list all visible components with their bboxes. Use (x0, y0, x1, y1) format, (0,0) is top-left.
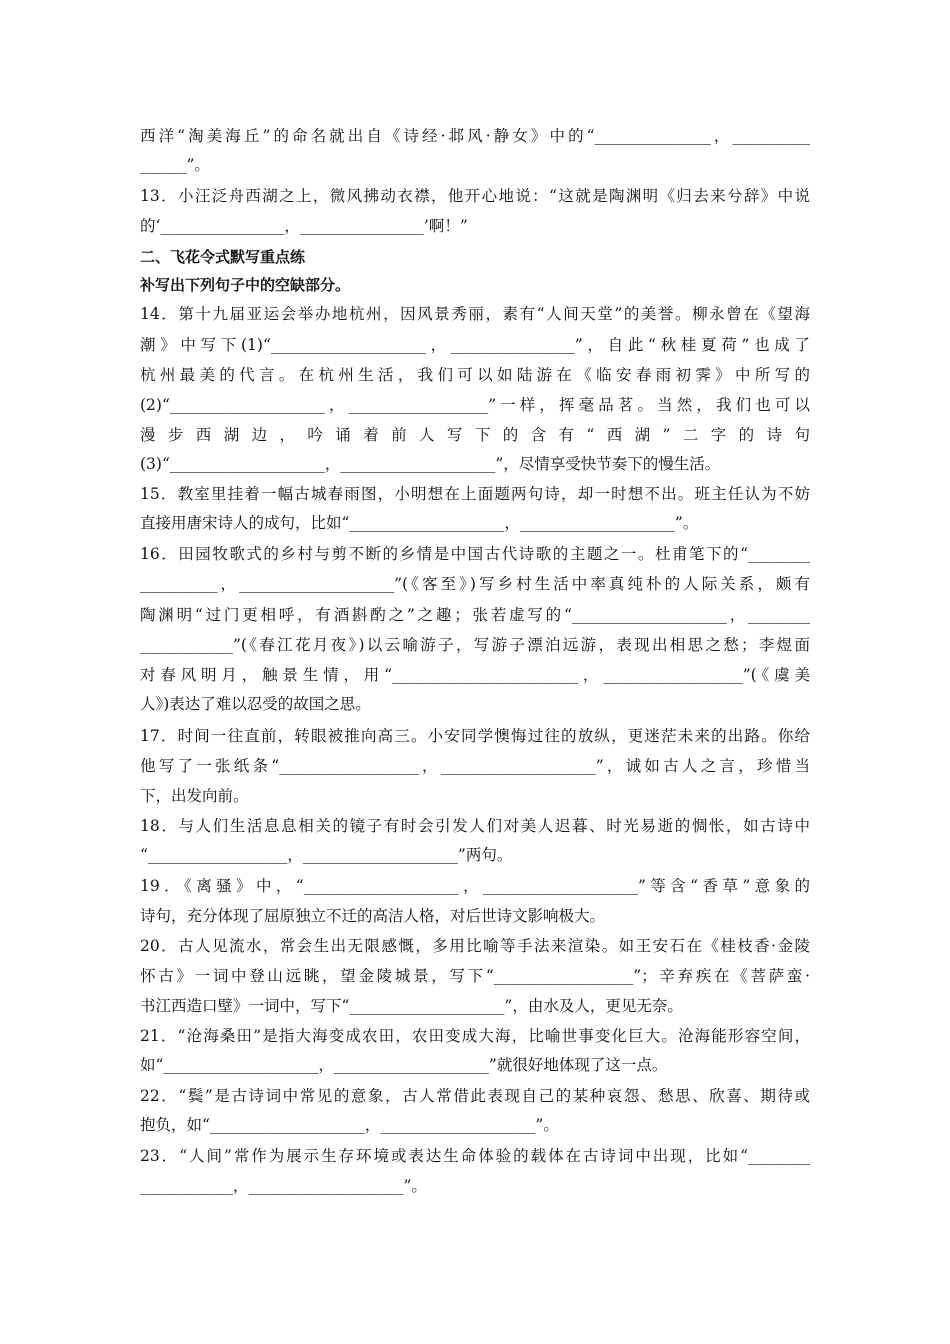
section-instruction: 补写出下列句子中的空缺部分。 (140, 276, 351, 294)
question-20: 20．古人见流水，常会生出无限感慨，多用比喻等手法来渲染。如王安石在《桂枝香·金陵 (140, 937, 810, 955)
question-21: 21．“沧海桑田”是指大海变成农田，农田变成大海，比喻世事变化巨大。沧海能形容空间， (140, 1027, 810, 1045)
text-line: ______”。 (140, 156, 210, 174)
text-line: 怀古》一词中登山远眺，望金陵城景，写下“__________________”；辛弃疾在《菩萨蛮· (140, 967, 810, 985)
text-line: 人》)表达了难以忍受的故国之思。 (140, 695, 371, 713)
text-line: 他写了一张纸条“__________________，____________________”，诚如古人之言，珍惜当 (140, 757, 810, 775)
question-13: 13．小汪泛舟西湖之上，微风拂动衣襟，他开心地说：“这就是陶渊明《归去来兮辞》中说 (140, 187, 810, 205)
text-line: 的‘________________，________________’啊！” (140, 217, 468, 235)
text-line: 抱负，如“____________________，____________________”。 (140, 1116, 559, 1134)
text-line: 陶渊明“过门更相呼，有酒斟酌之”之趣；张若虚写的“____________________，________ (140, 606, 810, 624)
text-line: “__________________，____________________”两句。 (140, 846, 513, 864)
section-heading: 二、飞花令式默写重点练 (140, 248, 306, 266)
text-line: 西洋“淘美海丘”的命名就出自《诗经·邶风·静女》中的“_______________，__________ (140, 127, 810, 145)
question-17: 17．时间一往直前，转眼被推向高三。小安同学懊悔过往的放纵，更迷茫未来的出路。你给 (140, 727, 810, 745)
text-line: 如“____________________，____________________”就很好地体现了这一点。 (140, 1056, 668, 1074)
question-14: 14．第十九届亚运会举办地杭州，因风景秀丽，素有“人间天堂”的美誉。柳永曾在《望海 (140, 305, 810, 323)
question-22: 22．“鬓”是古诗词中常见的意象，古人常借此表现自己的某种哀怨、愁思、欣喜、期待或 (140, 1087, 810, 1105)
text-line: 下，出发向前。 (140, 787, 249, 805)
text-line: 对春风明月，触景生情，用“________________________，__________________”(《虞美 (140, 666, 810, 684)
text-line: ____________，____________________”。 (140, 1177, 427, 1195)
text-line: (2)“____________________，__________________”一样，挥毫品茗。当然，我们也可以 (140, 396, 810, 414)
text-line: 潮》中写下(1)“____________________，________________”，自此“秋桂夏荷”也成了 (140, 336, 810, 354)
text-line: 书江西造口壁》一词中，写下“____________________”，由水及人，更见无奈。 (140, 997, 683, 1015)
text-line: 直接用唐宋诗人的成句，比如“____________________，____________________”。 (140, 514, 699, 532)
text-line: 杭州最美的代言。在杭州生活，我们可以如陆游在《临安春雨初霁》中所写的 (140, 366, 810, 384)
text-line: 诗句，充分体现了屈原独立不迁的高洁人格，对后世诗文影响极大。 (140, 907, 606, 925)
question-23: 23．“人间”常作为展示生存环境或表达生命体验的载体在古诗词中出现，比如“________ (140, 1147, 810, 1165)
text-line: (3)“____________________，____________________”，尽情享受快节奏下的慢生活。 (140, 455, 721, 473)
question-19: 19．《离骚》中，“____________________，____________________”等含“香草”意象的 (140, 877, 810, 895)
question-15: 15．教室里挂着一幅古城春雨图，小明想在上面题两句诗，却一时想不出。班主任认为不妨 (140, 485, 810, 503)
text-line: ____________”(《春江花月夜》)以云喻游子，写游子漂泊远游，表现出相思之愁；李煜面 (140, 636, 810, 654)
text-line: __________，____________________”(《客至》)写乡村生活中率真纯朴的人际关系，颇有 (140, 575, 810, 593)
text-line: 漫步西湖边，吟诵着前人写下的含有“西湖”二字的诗句 (140, 426, 810, 444)
question-18: 18．与人们生活息息相关的镜子有时会引发人们对美人迟暮、时光易逝的惆怅，如古诗中 (140, 817, 810, 835)
question-16: 16．田园牧歌式的乡村与剪不断的乡情是中国古代诗歌的主题之一。杜甫笔下的“________ (140, 545, 810, 563)
